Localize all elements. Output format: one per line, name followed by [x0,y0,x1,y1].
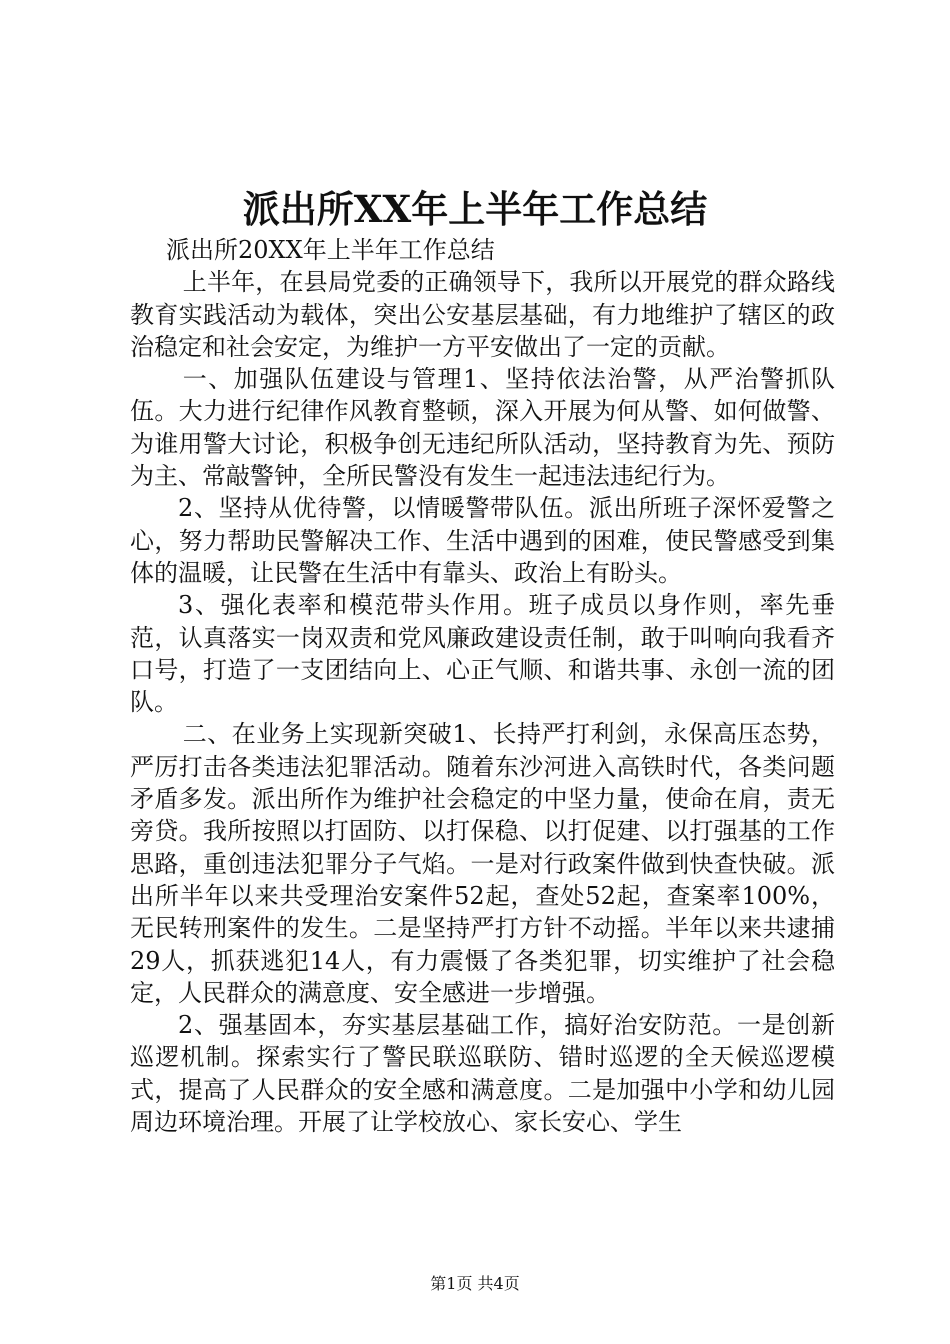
paragraph-item-3: 3、强化表率和模范带头作用。班子成员以身作则，率先垂范，认真落实一岗双责和党风廉政建设责任制，敢于叫响向我看齐口号，打造了一支团结向上、心正气顺、和谐共事、永创一流的团队。 [130,591,835,717]
document-subtitle: 派出所20XX年上半年工作总结 [166,236,495,264]
paragraph-item-4: 2、强基固本，夯实基层基础工作，搞好治安防范。一是创新巡逻机制。探索实行了警民联巡联防、错时巡逻的全天候巡逻模式，提高了人民群众的安全感和满意度。二是加强中小学和幼儿园周边环境治理。开展了让学校放心、家长安心、学生 [130,1011,835,1137]
paragraph-section-2: 二、在业务上实现新突破1、长持严打利剑，永保高压态势，严厉打击各类违法犯罪活动。随着东沙河进入高铁时代，各类问题矛盾多发。派出所作为维护社会稳定的中坚力量，使命在肩，责无旁贷。我所按照以打固防、以打保稳、以打促建、以打强基的工作思路，重创违法犯罪分子气焰。一是对行政案件做到快查快破。派出所半年以来共受理治安案件52起，查处52起，查案率100%，无民转刑案件的发生。二是坚持严打方针不动摇。半年以来共逮捕29人，抓获逃犯14人，有力震慑了各类犯罪，切实维护了社会稳定，人民群众的满意度、安全感进一步增强。 [130,720,835,1007]
paragraph-section-1: 一、加强队伍建设与管理1、坚持依法治警，从严治警抓队伍。大力进行纪律作风教育整顿，深入开展为何从警、如何做警、为谁用警大讨论，积极争创无违纪所队活动，坚持教育为先、预防为主、常敲警钟，全所民警没有发生一起违法违纪行为。 [130,365,835,491]
document-title: 派出所XX年上半年工作总结 [242,187,708,231]
paragraph-intro: 上半年，在县局党委的正确领导下，我所以开展党的群众路线教育实践活动为载体，突出公安基层基础，有力地维护了辖区的政治稳定和社会安定，为维护一方平安做出了一定的贡献。 [130,268,835,361]
document-body [130,234,835,1138]
paragraph-item-2: 2、坚持从优待警，以情暖警带队伍。派出所班子深怀爱警之心，努力帮助民警解决工作、生活中遇到的困难，使民警感受到集体的温暖，让民警在生活中有靠头、政治上有盼头。 [130,494,835,587]
page-number-footer: 第1页 共4页 [430,1274,520,1293]
